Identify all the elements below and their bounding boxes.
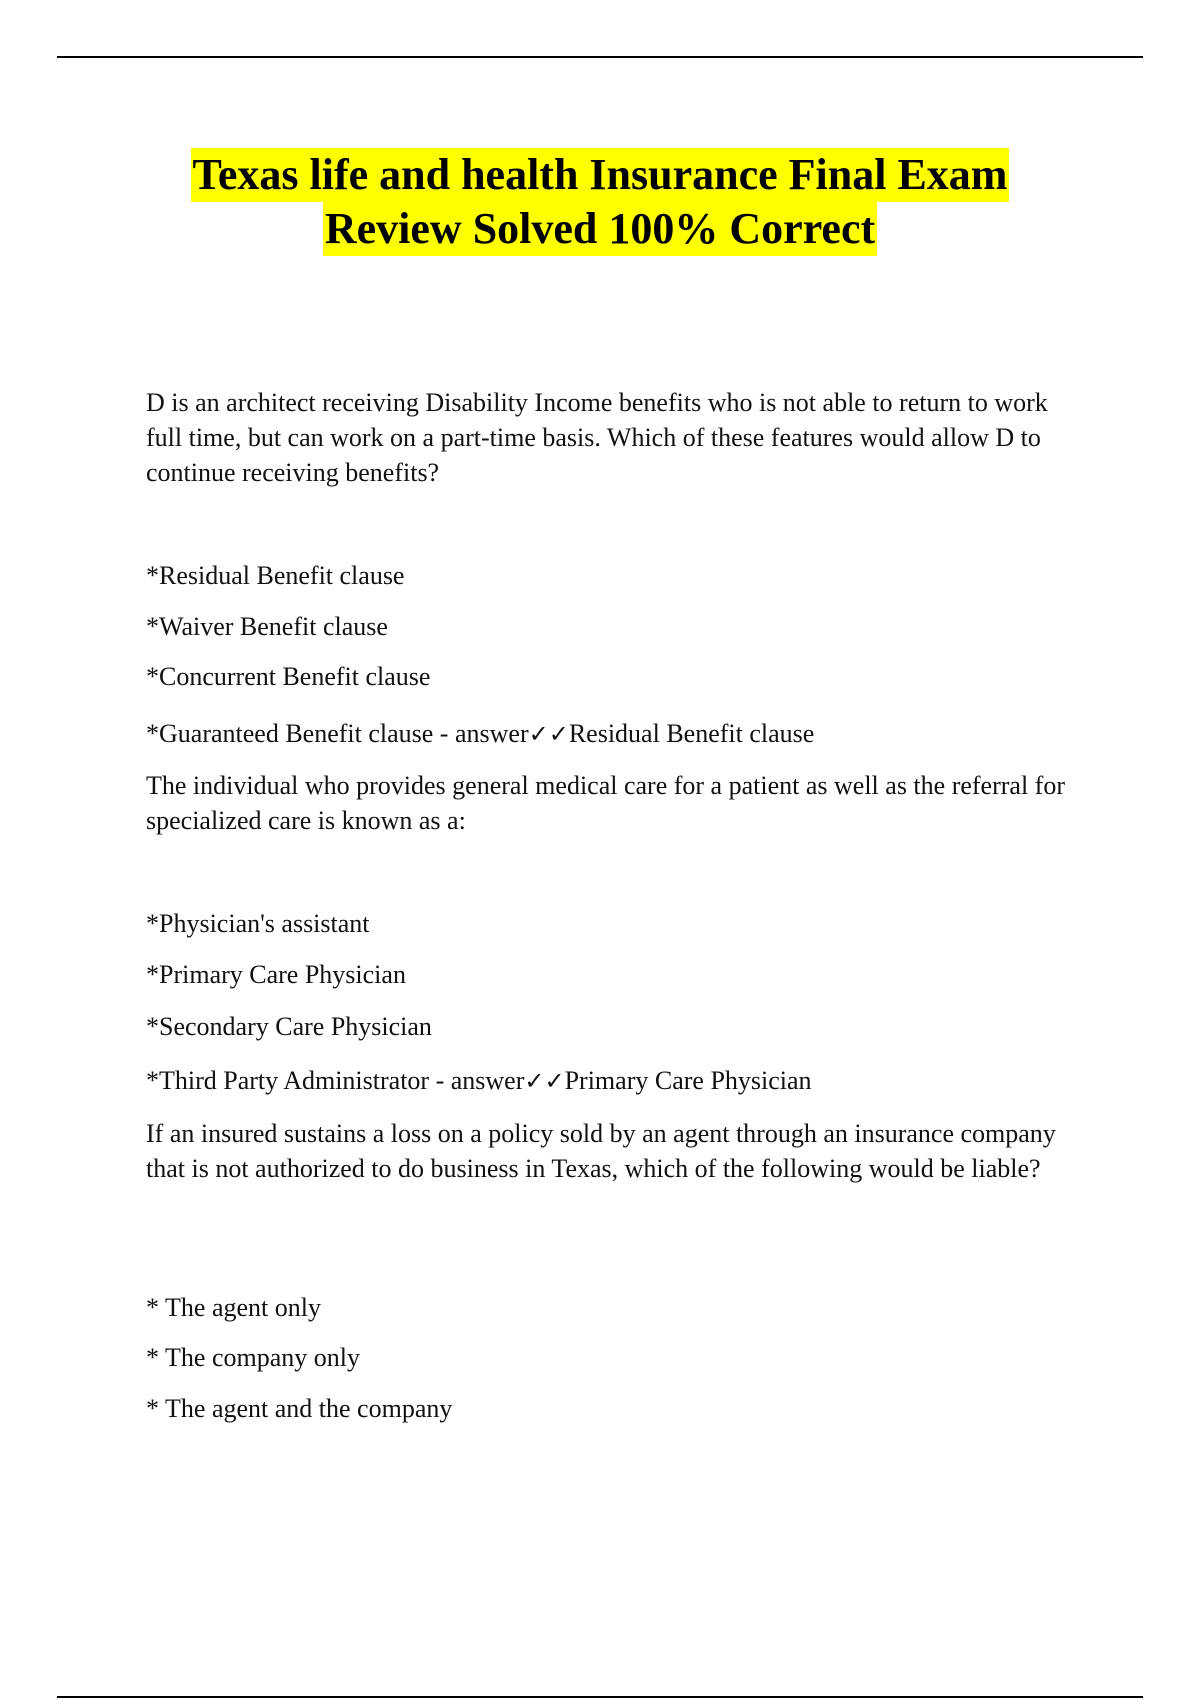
question-2-option-3: *Secondary Care Physician — [146, 1012, 432, 1041]
answer-checkmark-icon: ✓✓ — [524, 1067, 565, 1095]
question-2-option-1: *Physician's assistant — [146, 909, 370, 938]
question-3-text: If an insured sustains a loss on a policy sold by an agent through an insurance company that is not authorized to do business in Texas, which of the following would be liable? — [146, 1119, 1056, 1183]
title-line-1: Texas life and health Insurance Final Exam — [191, 148, 1010, 202]
question-1-option-3: *Concurrent Benefit clause — [146, 662, 431, 691]
question-3-option-2: * The company only — [146, 1343, 360, 1372]
question-3-option-3: * The agent and the company — [146, 1394, 453, 1423]
question-1-option-2: *Waiver Benefit clause — [146, 612, 388, 641]
document-title — [0, 148, 1200, 256]
title-line-2: Review Solved 100% Correct — [323, 202, 877, 256]
question-2-text: The individual who provides general medical care for a patient as well as the referral for specialized care is known as a: — [146, 771, 1065, 835]
top-rule — [57, 56, 1143, 58]
question-3-option-1: * The agent only — [146, 1293, 321, 1322]
question-1-text: D is an architect receiving Disability Income benefits who is not able to return to work full time, but can work on a part-time basis. Which of these features would allow D to continue receiving benefits? — [146, 388, 1048, 487]
answer-checkmark-icon: ✓✓ — [528, 720, 569, 748]
bottom-rule — [57, 1696, 1143, 1698]
question-1-answer: Residual Benefit clause — [568, 719, 815, 748]
question-1-option-1: *Residual Benefit clause — [146, 561, 405, 590]
question-2-option-4: *Third Party Administrator - answer — [146, 1066, 525, 1095]
question-1-option-4: *Guaranteed Benefit clause - answer — [146, 719, 529, 748]
question-1-answer-line — [146, 716, 1066, 752]
question-2-answer-line — [146, 1063, 1066, 1099]
question-2-option-2: *Primary Care Physician — [146, 960, 406, 989]
question-2-answer: Primary Care Physician — [564, 1066, 812, 1095]
